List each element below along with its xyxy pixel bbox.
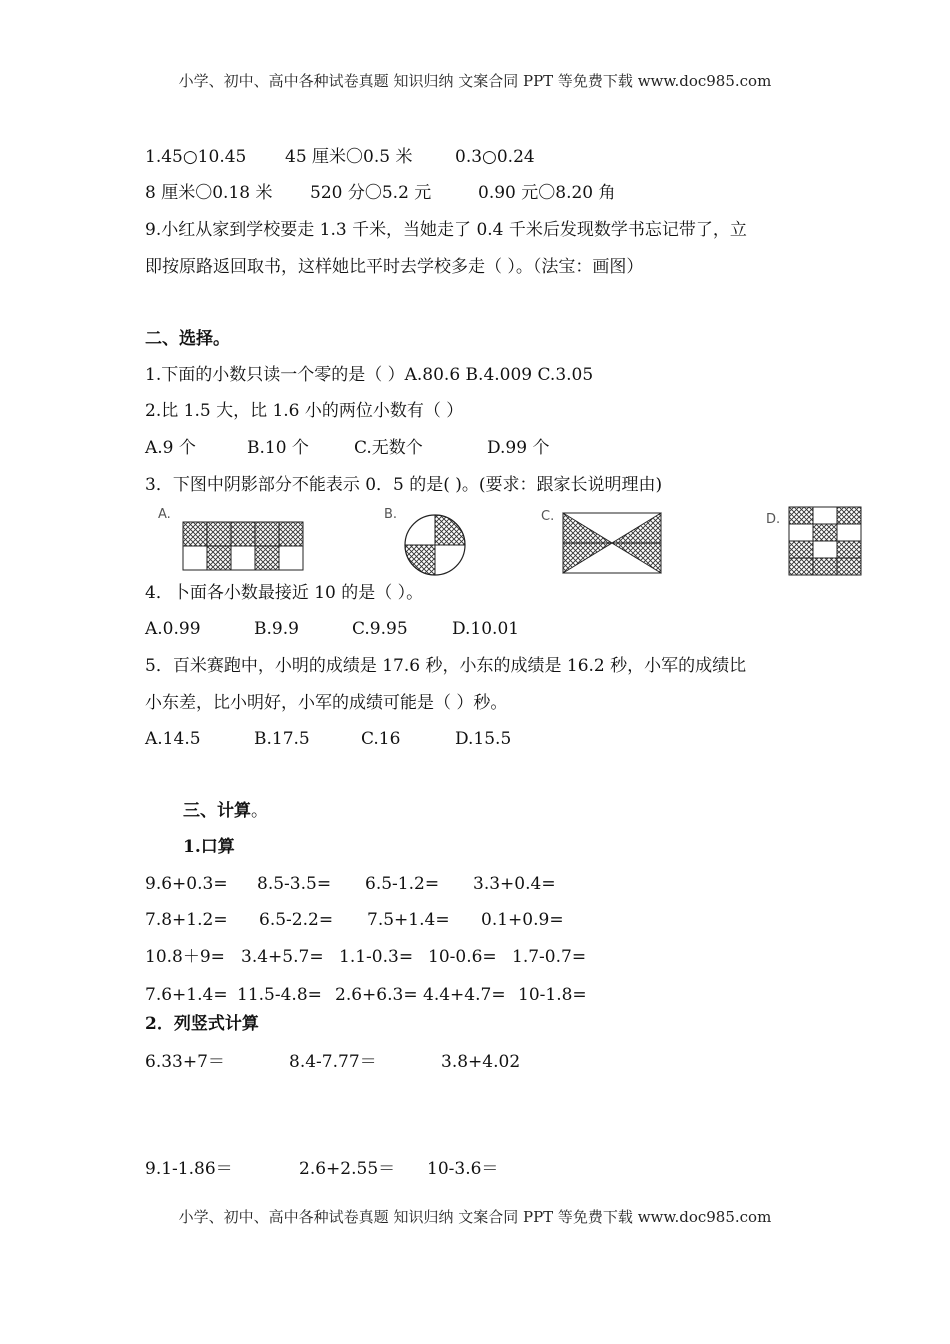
figure-c-rectangle (563, 513, 661, 573)
choice-question-3: 3．下图中阴影部分不能表示 0．5 的是( )。(要求：跟家长说明理由) (145, 475, 663, 495)
choice-question-4: 4．卜面各小数最接近 10 的是（ ）。 (145, 583, 424, 603)
option: B.9.9 (254, 619, 299, 639)
oral-item: 10-1.8= (518, 985, 587, 1005)
option: D.10.01 (452, 619, 520, 639)
vertical-item: 2.6+2.55＝ (299, 1159, 396, 1179)
oral-item: 2.6+6.3= (335, 985, 418, 1005)
figure-label-a: A. (158, 507, 171, 522)
oral-item: 3.3+0.4= (473, 874, 556, 894)
oral-item: 10.8＋9= (145, 947, 225, 967)
choice-question-2: 2.比 1.5 大，比 1.6 小的两位小数有（ ） (145, 401, 464, 421)
compare-item: 520 分〇5.2 元 (310, 183, 432, 203)
option: A.14.5 (145, 729, 201, 749)
oral-item: 7.8+1.2= (145, 910, 228, 930)
option: A.9 个 (145, 438, 196, 458)
figure-label-c: C. (541, 509, 555, 524)
oral-item: 1.1-0.3= (339, 947, 414, 967)
option: D.99 个 (487, 438, 550, 458)
vertical-calc-title: 2．列竖式计算 (145, 1014, 259, 1034)
compare-row-1 (145, 146, 535, 168)
section-3-title (183, 800, 268, 822)
oral-item: 8.5-3.5= (257, 874, 332, 894)
compare-item: 1.45○10.45 (145, 147, 247, 167)
choice-question-5-line-1: 5．百米赛跑中，小明的成绩是 17.6 秒，小东的成绩是 16.2 秒，小军的成绩比 (145, 656, 747, 676)
section-3-title-tail: 。 (251, 801, 268, 821)
question-9-line-2: 即按原路返回取书，这样她比平时去学校多走（ ）。（法宝：画图） (145, 257, 644, 277)
option: C.16 (361, 729, 401, 749)
figure-b-circle (404, 514, 466, 576)
vertical-item: 6.33+7＝ (145, 1052, 225, 1072)
oral-item: 9.6+0.3= (145, 874, 228, 894)
option: B.10 个 (247, 438, 309, 458)
option: C.9.95 (352, 619, 408, 639)
vertical-item: 10-3.6＝ (427, 1159, 499, 1179)
choice-question-5-line-2: 小东差，比小明好，小军的成绩可能是（ ）秒。 (145, 693, 508, 713)
compare-item: 45 厘米〇0.5 米 (285, 147, 413, 167)
compare-item: 8 厘米〇0.18 米 (145, 183, 273, 203)
figure-d-grid (789, 507, 861, 575)
page-footer: 小学、初中、高中各种试卷真题 知识归纳 文案合同 PPT 等免费下载 www.doc985.com (178, 1208, 772, 1226)
compare-row-2 (145, 182, 616, 204)
compare-item: 0.3○0.24 (455, 147, 535, 167)
oral-item: 1.7-0.7= (512, 947, 587, 967)
oral-row-3 (145, 946, 586, 968)
oral-item: 3.4+5.7= (241, 947, 324, 967)
oral-item: 7.6+1.4= (145, 985, 228, 1005)
section-2-title: 二、选择。 (145, 329, 230, 349)
question-9-line-1: 9.小红从家到学校要走 1.3 千米，当她走了 0.4 千米后发现数学书忘记带了，立 (145, 220, 747, 240)
choice-question-5-options (145, 728, 511, 750)
oral-item: 6.5-1.2= (365, 874, 440, 894)
choice-question-4-options (145, 618, 519, 640)
oral-row-1 (145, 873, 556, 895)
oral-item: 4.4+4.7= (423, 985, 506, 1005)
page-header: 小学、初中、高中各种试卷真题 知识归纳 文案合同 PPT 等免费下载 www.doc985.com (178, 72, 772, 90)
oral-item: 11.5-4.8= (237, 985, 322, 1005)
vertical-item: 8.4-7.77＝ (289, 1052, 377, 1072)
oral-row-2 (145, 909, 564, 931)
oral-item: 7.5+1.4= (367, 910, 450, 930)
figure-label-b: B. (384, 507, 398, 522)
oral-item: 6.5-2.2= (259, 910, 334, 930)
compare-item: 0.90 元〇8.20 角 (478, 183, 616, 203)
section-3-title-text: 三、计算 (183, 801, 251, 821)
vertical-row-2 (145, 1158, 498, 1180)
vertical-row-1 (145, 1051, 520, 1073)
oral-item: 10-0.6= (428, 947, 497, 967)
choice-question-1: 1.下面的小数只读一个零的是（ ）A.80.6 B.4.009 C.3.05 (145, 365, 594, 385)
option: D.15.5 (455, 729, 512, 749)
vertical-item: 9.1-1.86＝ (145, 1159, 233, 1179)
oral-calc-title: 1.口算 (183, 837, 235, 857)
figure-label-d: D. (766, 512, 781, 527)
oral-row-4 (145, 984, 587, 1006)
figure-a-grid (183, 522, 303, 570)
option: B.17.5 (254, 729, 310, 749)
vertical-item: 3.8+4.02 (441, 1052, 521, 1072)
option: C.无数个 (354, 438, 423, 458)
oral-item: 0.1+0.9= (481, 910, 564, 930)
choice-question-2-options (145, 437, 549, 459)
option: A.0.99 (145, 619, 201, 639)
